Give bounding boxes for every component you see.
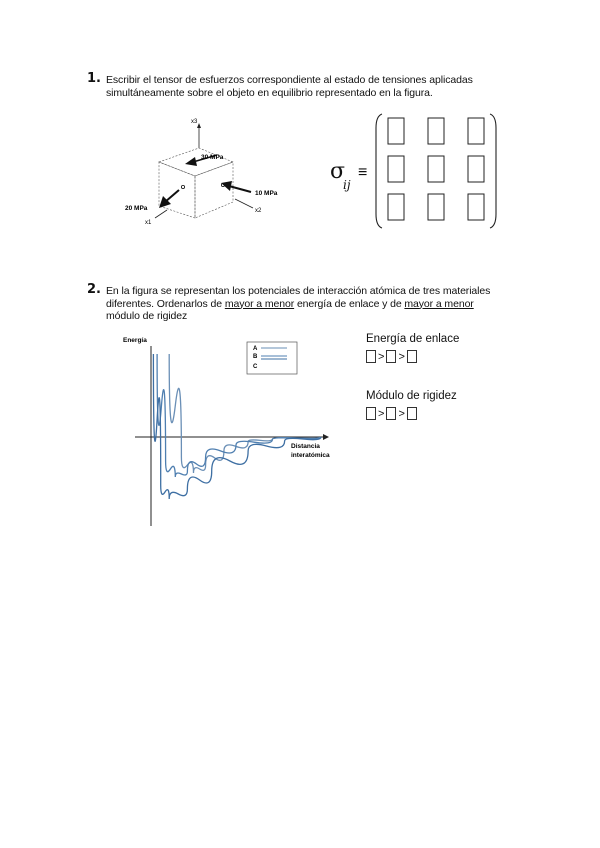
matrix-cell-21[interactable]: [388, 156, 404, 182]
question-1-text: [106, 74, 526, 99]
legend-label-b: B: [253, 354, 258, 360]
energy-box-1[interactable]: [366, 350, 376, 363]
stiffness-gt-2: >: [398, 407, 405, 420]
matrix-cell-33[interactable]: [468, 194, 484, 220]
question-2-line-2-a: diferentes. Ordenarlos de: [106, 297, 225, 310]
stiffness-box-1[interactable]: [366, 407, 376, 420]
axis-x3-label: x3: [191, 119, 198, 125]
axis-x1-label: x1: [145, 220, 152, 226]
matrix-left-bracket: [376, 114, 382, 228]
energy-gt-1: >: [378, 350, 385, 363]
load-10-arrowhead: [221, 181, 232, 191]
tensor-subscript: ij: [343, 178, 351, 192]
curve-c: [153, 354, 321, 499]
energy-gt-2: >: [398, 350, 405, 363]
matrix-cell-22[interactable]: [428, 156, 444, 182]
chart-xlabel-1: Distancia: [291, 443, 320, 450]
sigma-glyph: σ: [330, 159, 346, 184]
matrix-right-bracket: [490, 114, 496, 228]
question-1-number: 1.: [87, 71, 101, 86]
stress-cube-figure: [115, 112, 290, 230]
axis-x1-line: [155, 210, 167, 218]
question-1-line-2: simultáneamente sobre el objeto en equilibrio representado en la figura.: [106, 86, 433, 99]
question-2-line-2: [106, 298, 526, 311]
load-10-label: 10 MPa: [255, 190, 278, 197]
load-30-arrowhead: [185, 157, 197, 166]
question-2-number: 2.: [87, 282, 101, 297]
question-2-underline-1: mayor a menor: [224, 297, 295, 310]
question-2-underline-2: mayor a menor: [404, 297, 474, 310]
question-2-line-3: módulo de rigidez: [106, 310, 188, 322]
matrix-cell-13[interactable]: [468, 118, 484, 144]
energy-box-2[interactable]: [386, 350, 396, 363]
chart-xlabel-2: interatómica: [291, 452, 330, 459]
load-10-shaft: [229, 186, 251, 192]
question-2-line-1: En la figura se representan los potenciales de interacción atómica de tres materiales: [106, 285, 491, 297]
energy-order-row: [366, 350, 417, 363]
axis-x2-line: [235, 199, 253, 208]
legend-label-a: A: [253, 346, 258, 352]
stiffness-label: Módulo de rigidez: [366, 390, 457, 402]
energy-label: Energía de enlace: [366, 333, 460, 345]
question-2-text: [106, 285, 526, 323]
stiffness-gt-1: >: [378, 407, 385, 420]
matrix-cell-12[interactable]: [428, 118, 444, 144]
tensor-equiv: ≡: [358, 164, 368, 181]
chart-x-arrowhead: [323, 434, 329, 440]
question-2-line-2-c: energía de enlace y de: [294, 297, 405, 310]
matrix-cell-32[interactable]: [428, 194, 444, 220]
chart-ylabel: Energía: [123, 337, 147, 344]
stiffness-order-row: [366, 407, 417, 420]
tensor-matrix: [372, 108, 502, 234]
energy-box-3[interactable]: [407, 350, 417, 363]
load-20-label: 20 MPa: [125, 205, 148, 212]
matrix-cells: [388, 118, 484, 220]
matrix-cell-23[interactable]: [468, 156, 484, 182]
load-20-origin: [181, 185, 184, 188]
question-1-line-1: Escribir el tensor de esfuerzos correspondiente al estado de tensiones aplicadas: [106, 74, 473, 86]
axis-x3-arrow: [197, 123, 201, 128]
chart-curves: [153, 354, 321, 499]
legend-label-c: C: [253, 364, 258, 370]
stiffness-box-3[interactable]: [407, 407, 417, 420]
potential-chart: [115, 330, 345, 530]
load-30-label: 30 MPa: [201, 154, 224, 161]
stiffness-box-2[interactable]: [386, 407, 396, 420]
matrix-cell-31[interactable]: [388, 194, 404, 220]
axis-x2-label: x2: [255, 208, 262, 214]
matrix-cell-11[interactable]: [388, 118, 404, 144]
